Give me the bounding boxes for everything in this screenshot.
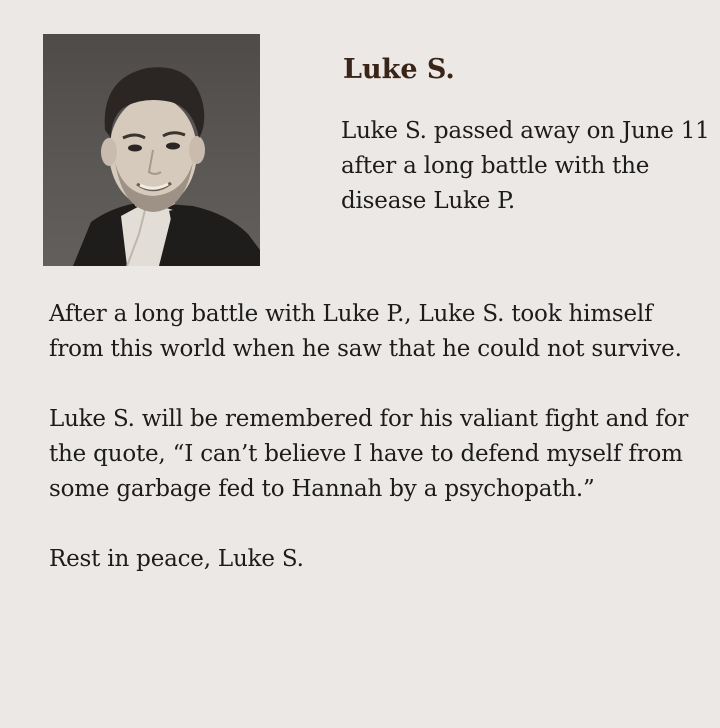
portrait-illustration [43, 34, 260, 266]
obituary-paragraph: Luke S. will be remembered for his valiant fight and for the quote, “I can’t believe I have to defend myself from some garbage fed to Hannah by a psychopath.” [49, 406, 689, 502]
obituary-summary: Luke S. passed away on June 11 after a long battle with the disease Luke P. [341, 118, 710, 214]
obituary-body [49, 297, 709, 612]
deceased-name-heading: Luke S. [343, 54, 455, 85]
closing-line: Rest in peace, Luke S. [49, 546, 304, 572]
obituary-paragraph: After a long battle with Luke P., Luke S. took himself from this world when he saw that he could not survive. [49, 301, 682, 362]
portrait-photo [43, 34, 260, 266]
